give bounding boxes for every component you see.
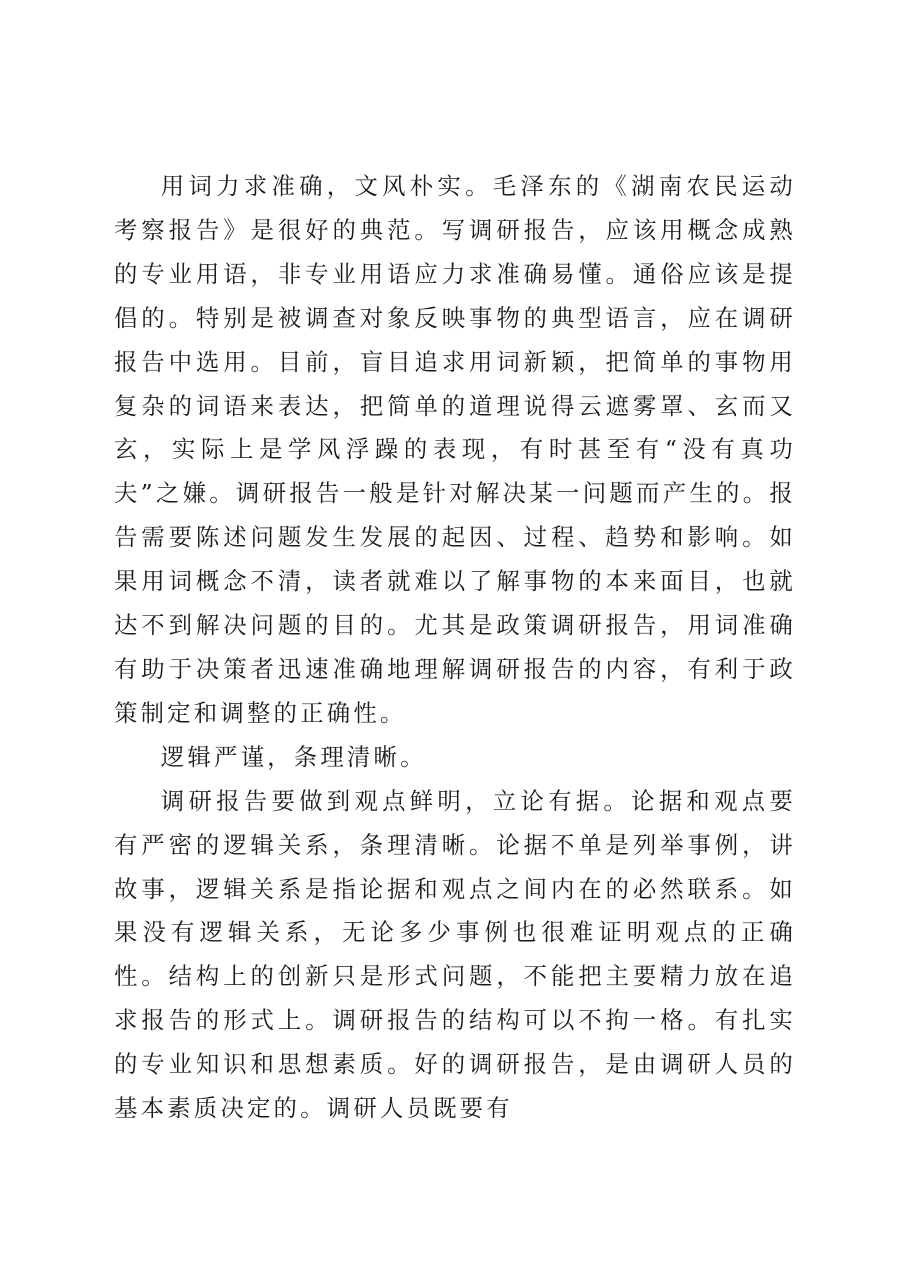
paragraph-logic-heading: 逻辑严谨，条理清晰。: [160, 742, 427, 771]
paragraph-logic-body: 调研报告要做到观点鲜明，立论有据。论据和观点要有严密的逻辑关系，条理清晰。论据不单是列举事例，讲故事，逻辑关系是指论据和观点之间内在的必然联系。如果没有逻辑关系，无论多少事例也很难证明观点的正确性。结构上的创新只是形式问题，不能把主要精力放在追求报告的形式上。调研报告的结构可以不拘一格。有扎实的专业知识和思想素质。好的调研报告，是由调研人员的基本素质决定的。调研人员既要有: [114, 786, 796, 1123]
document-body: [114, 165, 796, 1131]
paragraph-word-choice: 用词力求准确，文风朴实。毛泽东的《湖南农民运动考察报告》是很好的典范。写调研报告，应该用概念成熟的专业用语，非专业用语应力求准确易懂。通俗应该是提倡的。特别是被调查对象反映事物的典型语言，应在调研报告中选用。目前，盲目追求用词新颖，把简单的事物用复杂的词语来表达，把简单的道理说得云遮雾罩、玄而又玄，实际上是学风浮躁的表现，有时甚至有“没有真功夫”之嫌。调研报告一般是针对解决某一问题而产生的。报告需要陈述问题发生发展的起因、过程、趋势和影响。如果用词概念不清，读者就难以了解事物的本来面目，也就达不到解决问题的目的。尤其是政策调研报告，用词准确有助于决策者迅速准确地理解调研报告的内容，有利于政策制定和调整的正确性。: [114, 172, 796, 727]
